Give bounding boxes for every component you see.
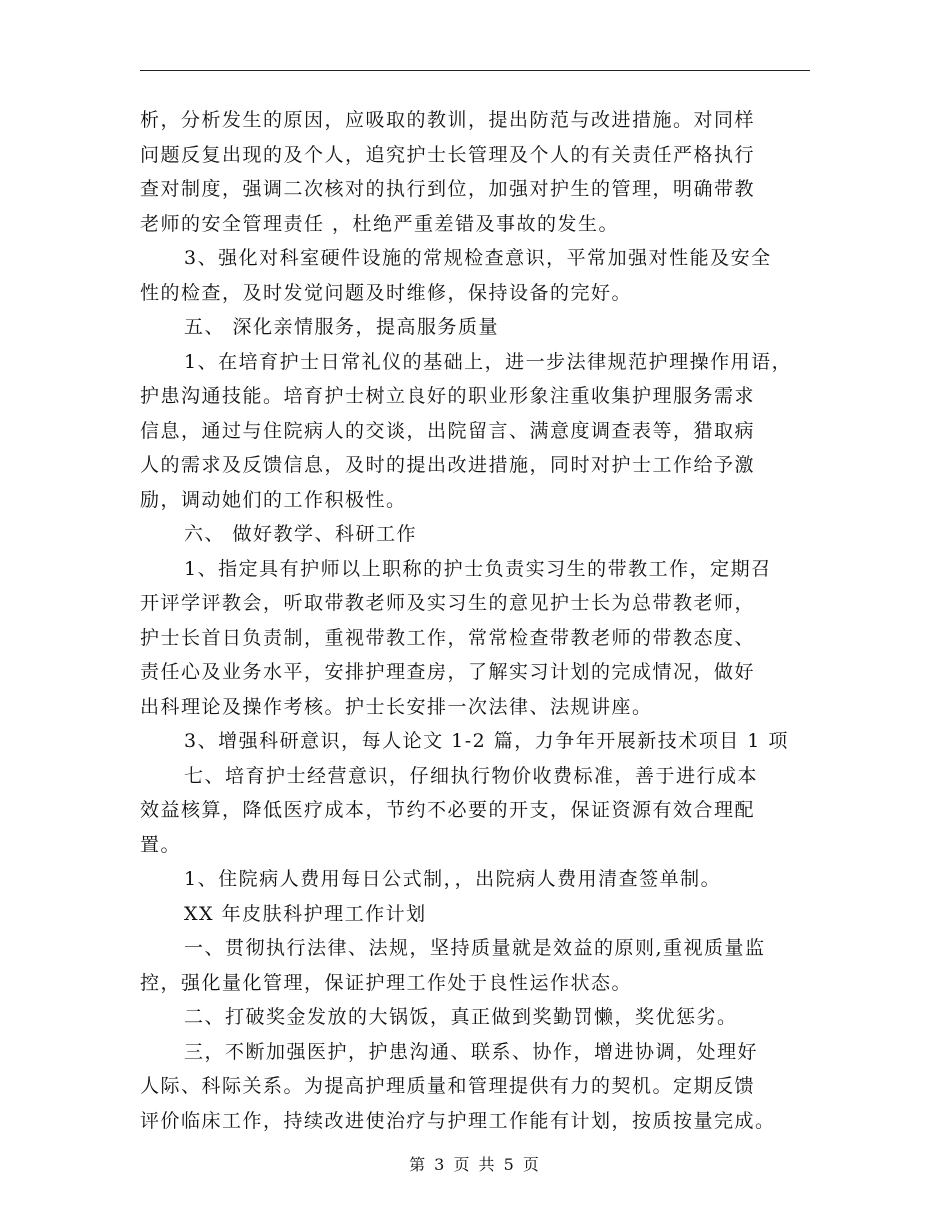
text-line: 出科理论及操作考核。护士长安排一次法律、法规讲座。 bbox=[140, 695, 653, 718]
text-line: 1、在培育护士日常礼仪的基础上，进一步法律规范护理操作用语， bbox=[184, 350, 793, 373]
text-line: 1、指定具有护师以上职称的护士负责实习生的带教工作，定期召 bbox=[184, 557, 772, 580]
text-line: 五、 深化亲情服务，提高服务质量 bbox=[184, 316, 500, 338]
text-line: 效益核算，降低医疗成本，节约不必要的开支，保证资源有效合理配 bbox=[140, 799, 756, 821]
text-line: 二、打破奖金发放的大锅饭，真正做到奖勤罚懒，奖优惩劣。 bbox=[184, 1006, 738, 1028]
text-line: 护患沟通技能。培育护士树立良好的职业形象注重收集护理服务需求 bbox=[140, 385, 756, 407]
text-line: 评价临床工作，持续改进使治疗与护理工作能有计划，按质按量完成。 bbox=[140, 1109, 776, 1132]
text-line: 七、培育护士经营意识，仔细执行物价收费标准，善于进行成本 bbox=[184, 764, 759, 787]
document-body bbox=[140, 103, 812, 1138]
text-line: 控，强化量化管理，保证护理工作处于良性运作状态。 bbox=[140, 971, 633, 994]
header-rule bbox=[140, 70, 810, 71]
text-line: 1、住院病人费用每日公式制，，出院病人费用清查签单制。 bbox=[184, 868, 722, 890]
text-line: 一、贯彻执行法律、法规，坚持质量就是效益的原则,重视质量监 bbox=[184, 937, 766, 959]
page-number: 第 3 页 共 5 页 bbox=[409, 1155, 541, 1174]
text-line: 开评学评教会，听取带教老师及实习生的意见护士长为总带教老师， bbox=[140, 592, 756, 614]
text-line: 查对制度，强调二次核对的执行到位，加强对护生的管理，明确带教 bbox=[140, 178, 756, 200]
text-line: 置。 bbox=[140, 833, 182, 856]
text-line: 3、增强科研意识，每人论文 1-2 篇，力争年开展新技术项目 1 项 bbox=[184, 730, 789, 752]
text-line: XX 年皮肤科护理工作计划 bbox=[184, 902, 427, 925]
text-line: 信息，通过与住院病人的交谈，出院留言、满意度调查表等，猎取病 bbox=[140, 419, 756, 442]
text-line: 人际、科际关系。为提高护理质量和管理提供有力的契机。定期反馈 bbox=[140, 1075, 756, 1097]
text-line: 三，不断加强医护，护患沟通、联系、协作，增进协调，处理好 bbox=[184, 1040, 759, 1063]
text-line: 析，分析发生的原因，应吸取的教训，提出防范与改进措施。对同样 bbox=[140, 109, 756, 131]
text-line: 责任心及业务水平，安排护理查房，了解实习计划的完成情况，做好 bbox=[140, 661, 756, 683]
text-line: 问题反复出现的及个人，追究护士长管理及个人的有关责任严格执行 bbox=[140, 143, 756, 166]
text-line: 励，调动她们的工作积极性。 bbox=[140, 488, 407, 511]
text-line: 六、 做好教学、科研工作 bbox=[184, 523, 418, 545]
text-line: 性的检查，及时发觉问题及时维修，保持设备的完好。 bbox=[140, 281, 633, 304]
text-line: 老师的安全管理责任 ，杜绝严重差错及事故的发生。 bbox=[140, 212, 620, 235]
text-line: 护士长首日负责制，重视带教工作，常常检查带教老师的带教态度、 bbox=[140, 626, 756, 649]
text-line: 人的需求及反馈信息，及时的提出改进措施，同时对护士工作给予激 bbox=[140, 454, 756, 476]
text-line: 3、强化对科室硬件设施的常规检查意识，平常加强对性能及安全 bbox=[184, 247, 772, 269]
